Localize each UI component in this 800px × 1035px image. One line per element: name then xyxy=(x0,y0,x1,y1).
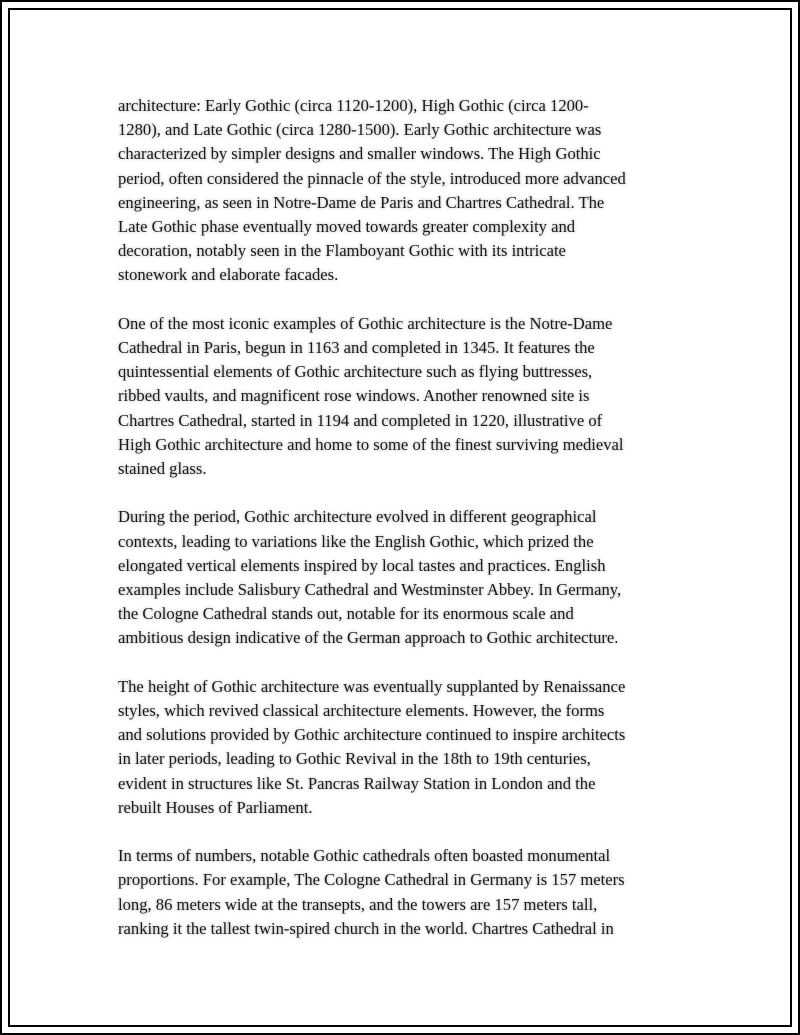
paragraph-iconic-examples xyxy=(118,312,684,481)
paragraph-regional-variations xyxy=(118,505,684,650)
text-line: characterized by simpler designs and smaller windows. The High Gothic xyxy=(118,144,601,164)
document-body xyxy=(118,94,684,965)
text-line: ambitious design indicative of the German approach to Gothic architecture. xyxy=(118,628,619,648)
text-line: High Gothic architecture and home to some of the finest surviving medieval xyxy=(118,434,624,454)
text-line: contexts, leading to variations like the English Gothic, which prized the xyxy=(118,531,594,551)
text-line: quintessential elements of Gothic architecture such as flying buttresses, xyxy=(118,362,593,382)
text-line: architecture: Early Gothic (circa 1120-1200), High Gothic (circa 1200- xyxy=(118,96,589,115)
text-line: styles, which revived classical architecture elements. However, the forms xyxy=(118,701,605,721)
text-line: During the period, Gothic architecture evolved in different geographical xyxy=(118,507,597,527)
text-line: ranking it the tallest twin-spired church in the world. Chartres Cathedral in xyxy=(118,918,614,938)
text-line: and solutions provided by Gothic architecture continued to inspire architects xyxy=(118,725,626,745)
text-line: One of the most iconic examples of Gothic architecture is the Notre-Dame xyxy=(118,313,613,333)
paragraph-decline-revival xyxy=(118,675,684,820)
text-line: Chartres Cathedral, started in 1194 and completed in 1220, illustrative of xyxy=(118,410,603,430)
text-line: the Cologne Cathedral stands out, notable for its enormous scale and xyxy=(118,604,574,624)
text-line: proportions. For example, The Cologne Cathedral in Germany is 157 meters xyxy=(118,870,625,890)
text-line: ribbed vaults, and magnificent rose windows. Another renowned site is xyxy=(118,386,590,406)
text-line: The height of Gothic architecture was eventually supplanted by Renaissance xyxy=(118,676,626,696)
text-line: elongated vertical elements inspired by local tastes and practices. English xyxy=(118,555,606,575)
text-line: Late Gothic phase eventually moved towards greater complexity and xyxy=(118,217,576,237)
text-line: decoration, notably seen in the Flamboyant Gothic with its intricate xyxy=(118,241,566,261)
paragraph-numbers xyxy=(118,844,684,941)
text-line: evident in structures like St. Pancras Railway Station in London and the xyxy=(118,773,596,793)
text-line: stonework and elaborate facades. xyxy=(118,265,339,285)
text-line: examples include Salisbury Cathedral and Westminster Abbey. In Germany, xyxy=(118,580,622,600)
text-line: long, 86 meters wide at the transepts, and the towers are 157 meters tall, xyxy=(118,894,598,914)
text-line: 1280), and Late Gothic (circa 1280-1500). Early Gothic architecture was xyxy=(118,120,602,140)
text-line: engineering, as seen in Notre-Dame de Paris and Chartres Cathedral. The xyxy=(118,192,605,212)
text-line: In terms of numbers, notable Gothic cathedrals often boasted monumental xyxy=(118,846,611,866)
text-line: in later periods, leading to Gothic Revival in the 18th to 19th centuries, xyxy=(118,749,591,769)
paragraph-gothic-periods xyxy=(118,94,684,288)
text-line: period, often considered the pinnacle of the style, introduced more advanced xyxy=(118,168,626,188)
text-line: rebuilt Houses of Parliament. xyxy=(118,797,313,817)
text-line: stained glass. xyxy=(118,459,207,479)
text-line: Cathedral in Paris, begun in 1163 and completed in 1345. It features the xyxy=(118,338,595,358)
